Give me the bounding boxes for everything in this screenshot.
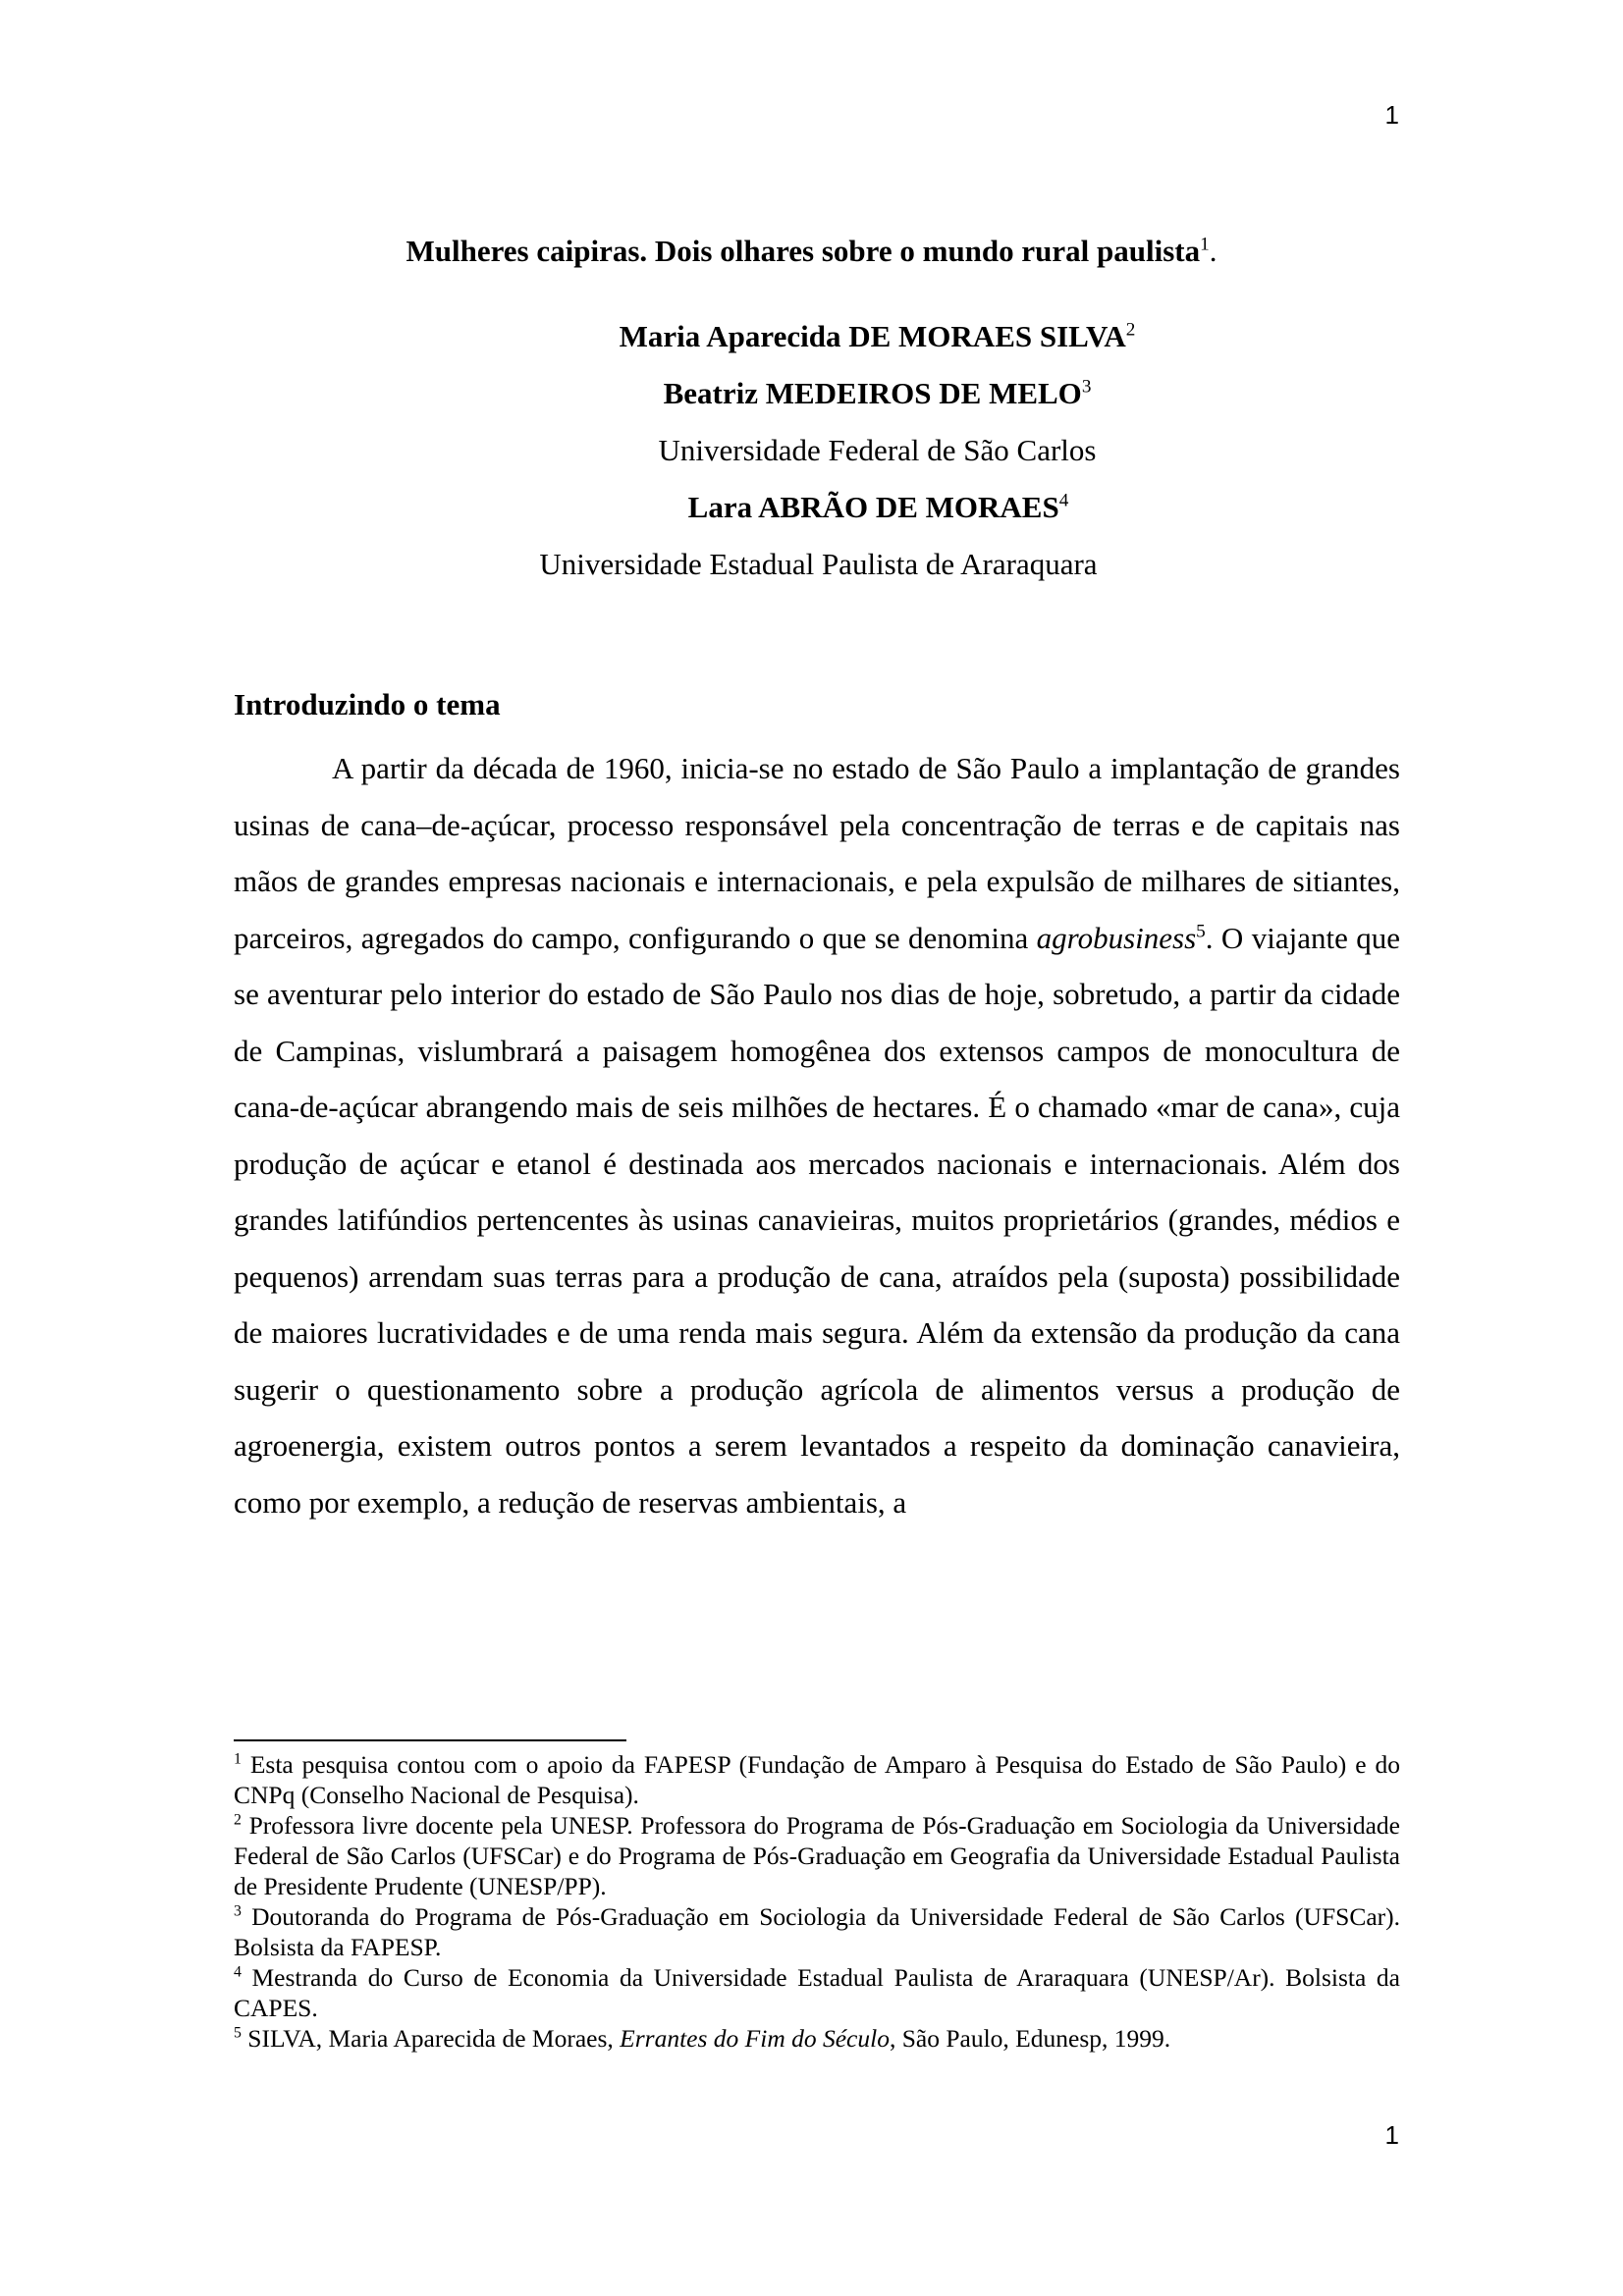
- author-block: [0, 308, 1623, 593]
- footnote-number: 3: [234, 1902, 242, 1920]
- body-text-part-2: . O viajante que se aventurar pelo interior do estado de São Paulo nos dias de hoje, sobretudo, a partir da cidade de Campinas, vislumbrará a paisagem homogênea dos extensos campos de monocultura de cana-de-açúcar abrangendo mais de seis milhões de hectares. É o chamado «mar de cana», cuja produção de açúcar e etanol é destinada aos mercados nacionais e internacionais. Além dos grandes latifúndios pertencentes às usinas canavieiras, muitos proprietários (grandes, médios e pequenos) arrendam suas terras para a produção de cana, atraídos pela (suposta) possibilidade de maiores lucratividades e de uma renda mais segura. Além da extensão da produção da cana sugerir o questionamento sobre a produção agrícola de alimentos versus a produção de agroenergia, existem outros pontos a serem levantados a respeito da dominação canavieira, como por exemplo, a redução de reservas ambientais, a: [234, 920, 1400, 1520]
- footnote-5: [234, 2023, 1400, 2054]
- body-italic-term: agrobusiness: [1036, 920, 1197, 955]
- footnote-text: Professora livre docente pela UNESP. Professora do Programa de Pós-Graduação em Sociologia da Universidade Federal de São Carlos (UFSCar) e do Programa de Pós-Graduação em Geografia da Universidade Estadual Paulista de Presidente Prudente (UNESP/PP).: [234, 1811, 1400, 1900]
- footnote-text: Mestranda do Curso de Economia da Universidade Estadual Paulista de Araraquara (UNESP/Ar). Bolsista da CAPES.: [234, 1963, 1400, 2022]
- footnote-3: [234, 1901, 1400, 1962]
- author-name: Beatriz MEDEIROS DE MELO: [663, 376, 1082, 410]
- body-text-part-1: A partir da década de 1960, inicia-se no estado de São Paulo a implantação de grandes usinas de cana–de-açúcar, processo responsável pela concentração de terras e de capitais nas mãos de grandes empresas nacionais e internacionais, e pela expulsão de milhares de sitiantes, parceiros, agregados do campo, configurando o que se denomina: [234, 751, 1400, 955]
- footnote-text-pre: SILVA, Maria Aparecida de Moraes,: [241, 2024, 621, 2053]
- title-footnote-ref[interactable]: 1: [1200, 234, 1210, 255]
- footnote-number: 4: [234, 1963, 242, 1981]
- affiliation-2: Universidade Estadual Paulista de Araraquara: [539, 547, 1098, 581]
- author-2: [0, 365, 1623, 422]
- footnote-4: [234, 1962, 1400, 2023]
- footnote-1: [234, 1749, 1400, 1810]
- affiliation-1: Universidade Federal de São Carlos: [658, 433, 1097, 467]
- footnote-text: Esta pesquisa contou com o apoio da FAPESP (Fundação de Amparo à Pesquisa do Estado de São Paulo) e do CNPq (Conselho Nacional de Pesquisa).: [234, 1750, 1400, 1809]
- section-heading: Introduzindo o tema: [234, 687, 501, 721]
- body-text: [234, 740, 1400, 1530]
- page-number-bottom: 1: [1384, 2120, 1399, 2150]
- footnote-text-post: , São Paulo, Edunesp, 1999.: [889, 2024, 1171, 2053]
- footnote-number: 1: [234, 1750, 242, 1768]
- footnotes: [234, 1749, 1400, 2054]
- footnote-number: 5: [234, 2024, 242, 2042]
- footnote-separator: [234, 1739, 626, 1741]
- author-footnote-ref[interactable]: 3: [1081, 376, 1092, 398]
- body-footnote-ref[interactable]: 5: [1196, 921, 1206, 942]
- footnote-text: Doutoranda do Programa de Pós-Graduação em Sociologia da Universidade Federal de São Carlos (UFSCar). Bolsista da FAPESP.: [234, 1902, 1400, 1961]
- footnote-2: [234, 1810, 1400, 1901]
- title-text: Mulheres caipiras. Dois olhares sobre o mundo rural paulista: [406, 234, 1201, 268]
- author-name: Lara ABRÃO DE MORAES: [687, 490, 1059, 524]
- author-footnote-ref[interactable]: 2: [1125, 319, 1136, 341]
- footnote-book-title: Errantes do Fim do Século: [620, 2024, 890, 2053]
- author-footnote-ref[interactable]: 4: [1058, 490, 1069, 511]
- author-1: [0, 308, 1623, 365]
- body-paragraph: [234, 740, 1400, 1530]
- title-suffix: .: [1209, 234, 1217, 268]
- footnote-number: 2: [234, 1811, 242, 1829]
- page-number-top: 1: [1384, 100, 1399, 130]
- paper-title: [0, 234, 1623, 269]
- author-3: [0, 479, 1623, 536]
- author-name: Maria Aparecida DE MORAES SILVA: [619, 319, 1126, 353]
